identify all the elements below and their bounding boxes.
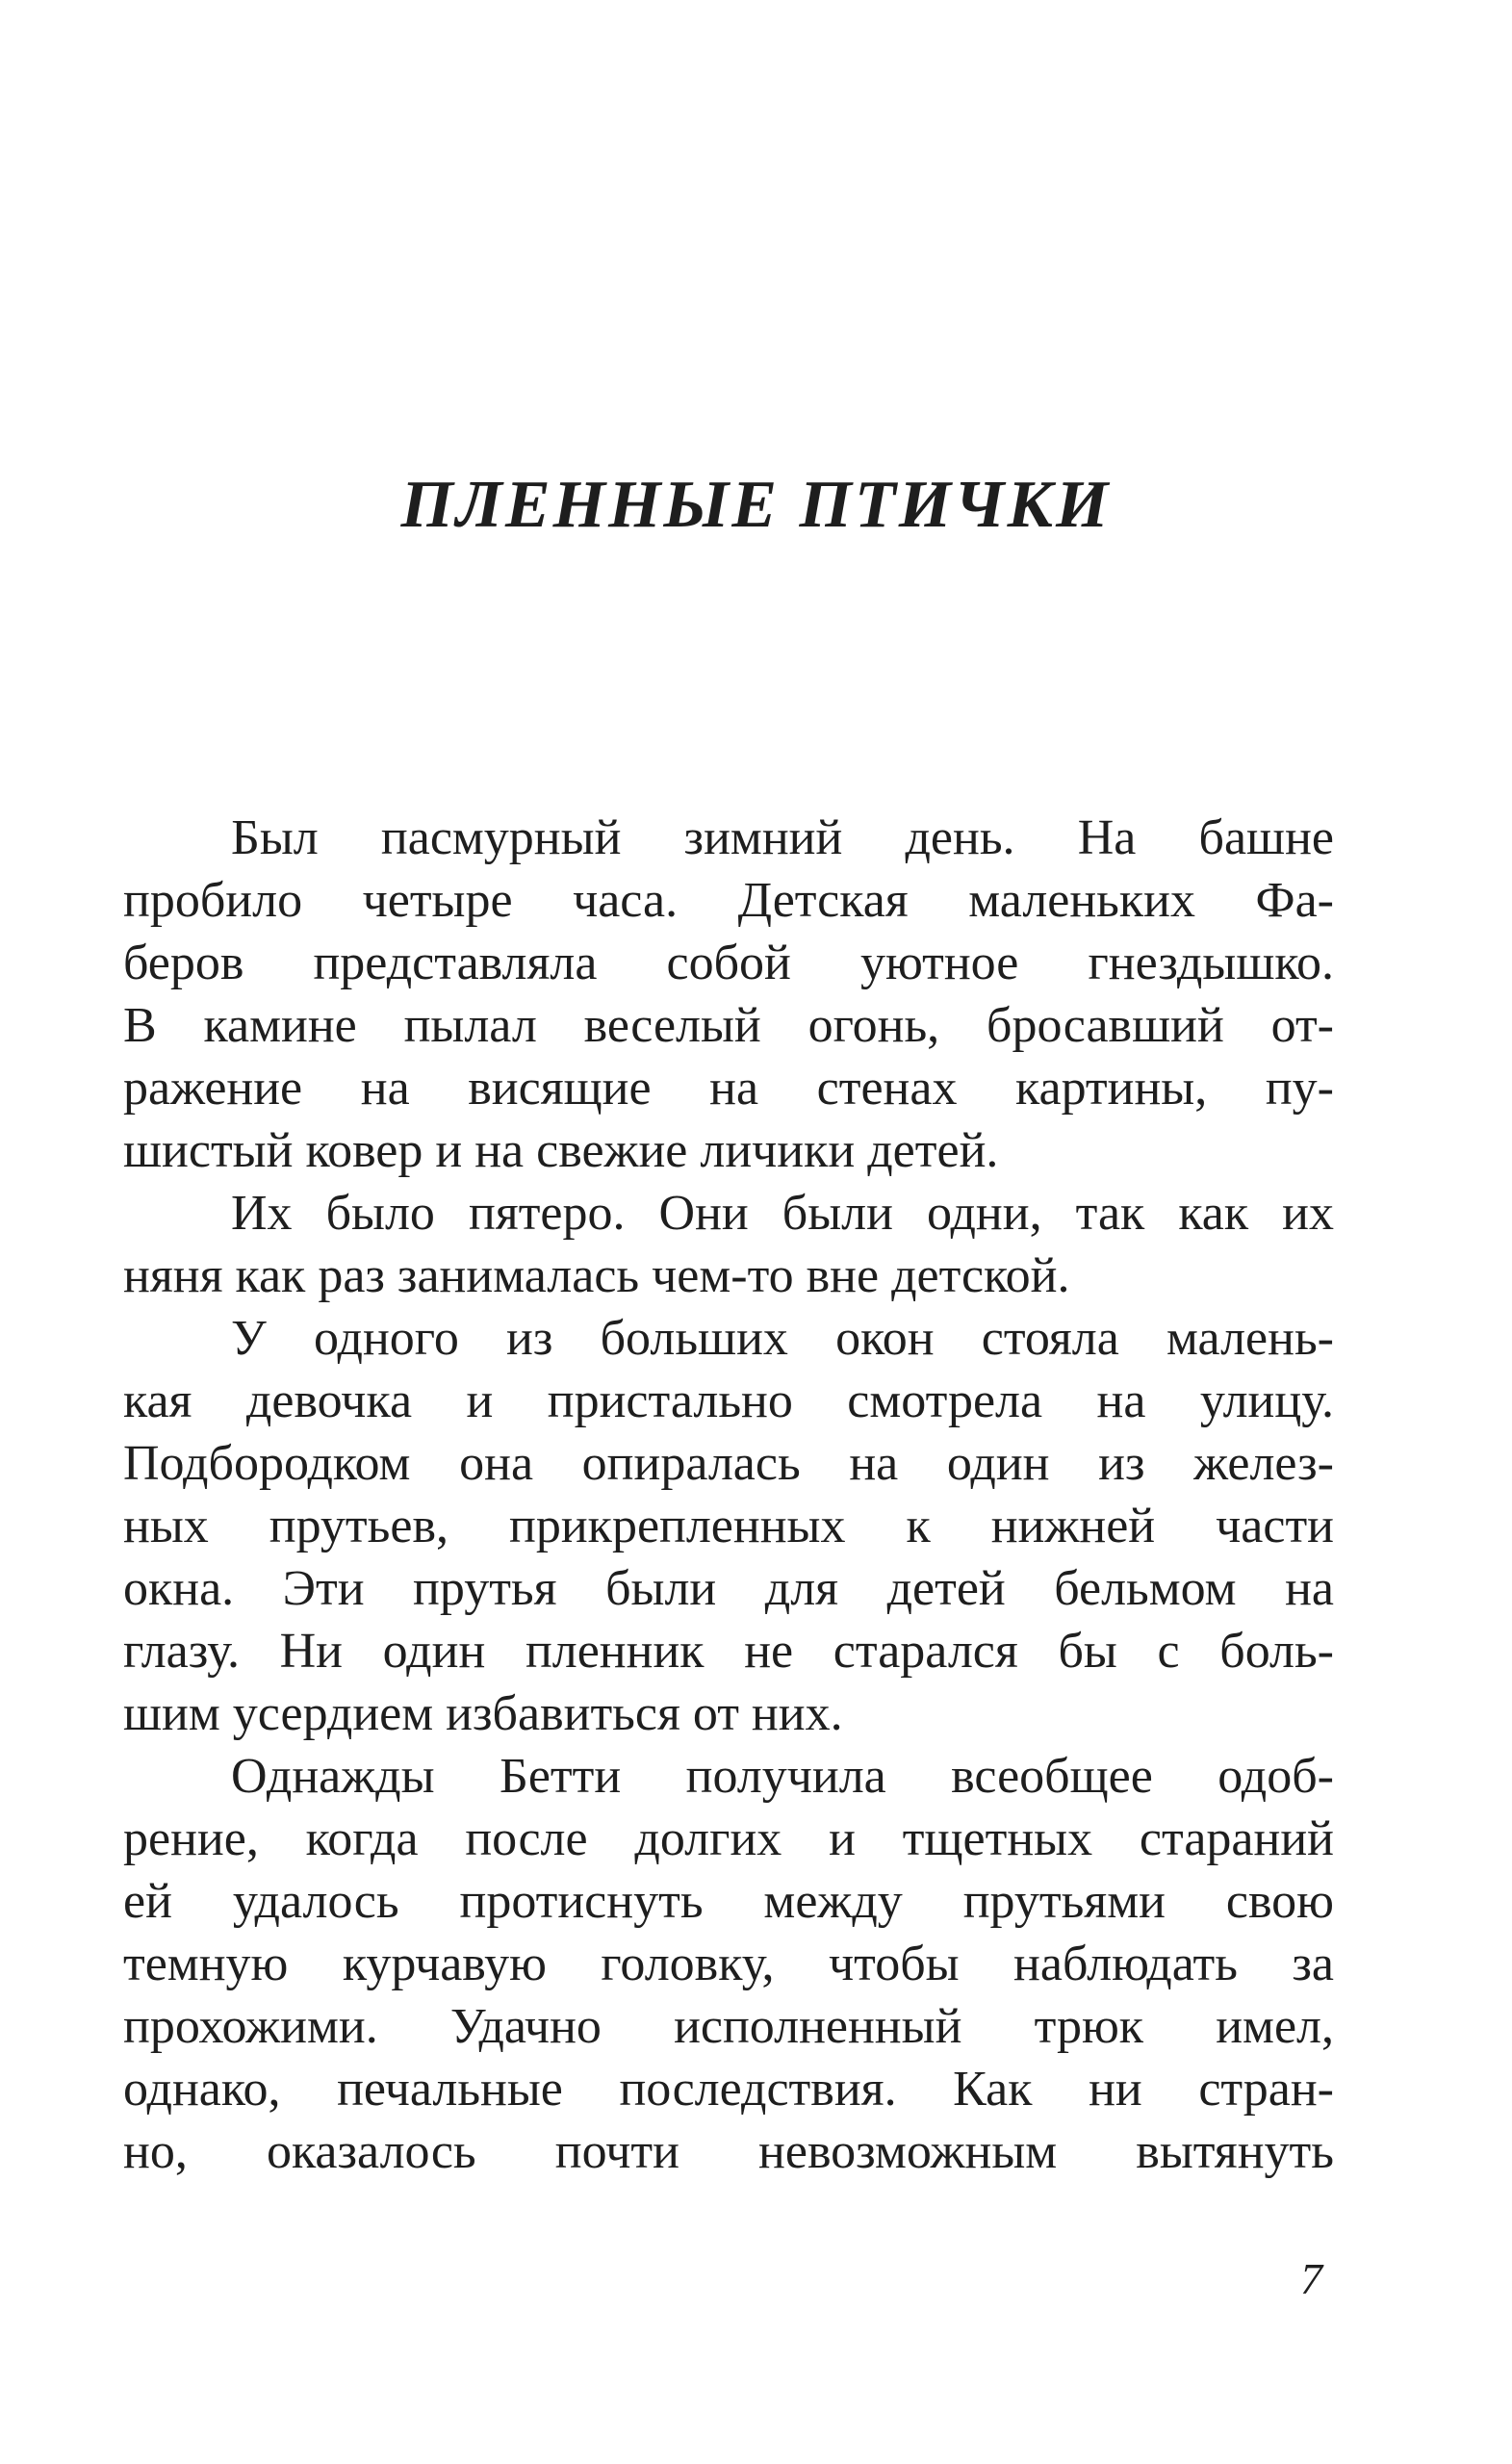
text-line: шим усердием избавиться от них. (123, 1686, 843, 1741)
text-line: беров представляла собой уютное гнездышко. (123, 936, 1334, 990)
chapter-title: ПЛЕННЫЕ ПТИЧКИ (400, 468, 1112, 542)
body-text (123, 807, 1334, 2183)
text-line: В камине пылал веселый огонь, бросавший от- (123, 998, 1334, 1053)
text-line: рение, когда после долгих и тщетных стараний (123, 1811, 1334, 1866)
text-line: прохожими. Удачно исполненный трюк имел, (123, 1999, 1334, 2054)
page-number: 7 (1300, 2254, 1322, 2303)
text-line: кая девочка и пристально смотрела на улицу. (123, 1373, 1334, 1428)
text-line: ных прутьев, прикрепленных к нижней части (123, 1499, 1334, 1553)
text-line: Их было пятеро. Они были одни, так как их (231, 1186, 1334, 1241)
text-line: пробило четыре часа. Детская маленьких Фа- (123, 873, 1334, 928)
text-line: но, оказалось почти невозможным вытянуть (123, 2124, 1334, 2179)
text-line: темную курчавую головку, чтобы наблюдать за (123, 1937, 1334, 1991)
text-line: няня как раз занималась чем-то вне детской. (123, 1248, 1070, 1303)
text-line: глазу. Ни один пленник не старался бы с боль- (123, 1624, 1334, 1679)
text-line: ей удалось протиснуть между прутьями свою (123, 1874, 1334, 1929)
text-line: окна. Эти прутья были для детей бельмом на (123, 1561, 1334, 1616)
text-line: Однажды Бетти получила всеобщее одоб- (231, 1749, 1334, 1804)
text-line: однако, печальные последствия. Как ни стран- (123, 2062, 1334, 2117)
text-line: Был пасмурный зимний день. На башне (231, 810, 1334, 865)
text-line: У одного из больших окон стояла малень- (231, 1311, 1334, 1366)
text-line: Подбородком она опиралась на один из желез- (123, 1436, 1334, 1491)
text-line: шистый ковер и на свежие личики детей. (123, 1123, 999, 1178)
text-line: ражение на висящие на стенах картины, пу- (123, 1061, 1334, 1116)
